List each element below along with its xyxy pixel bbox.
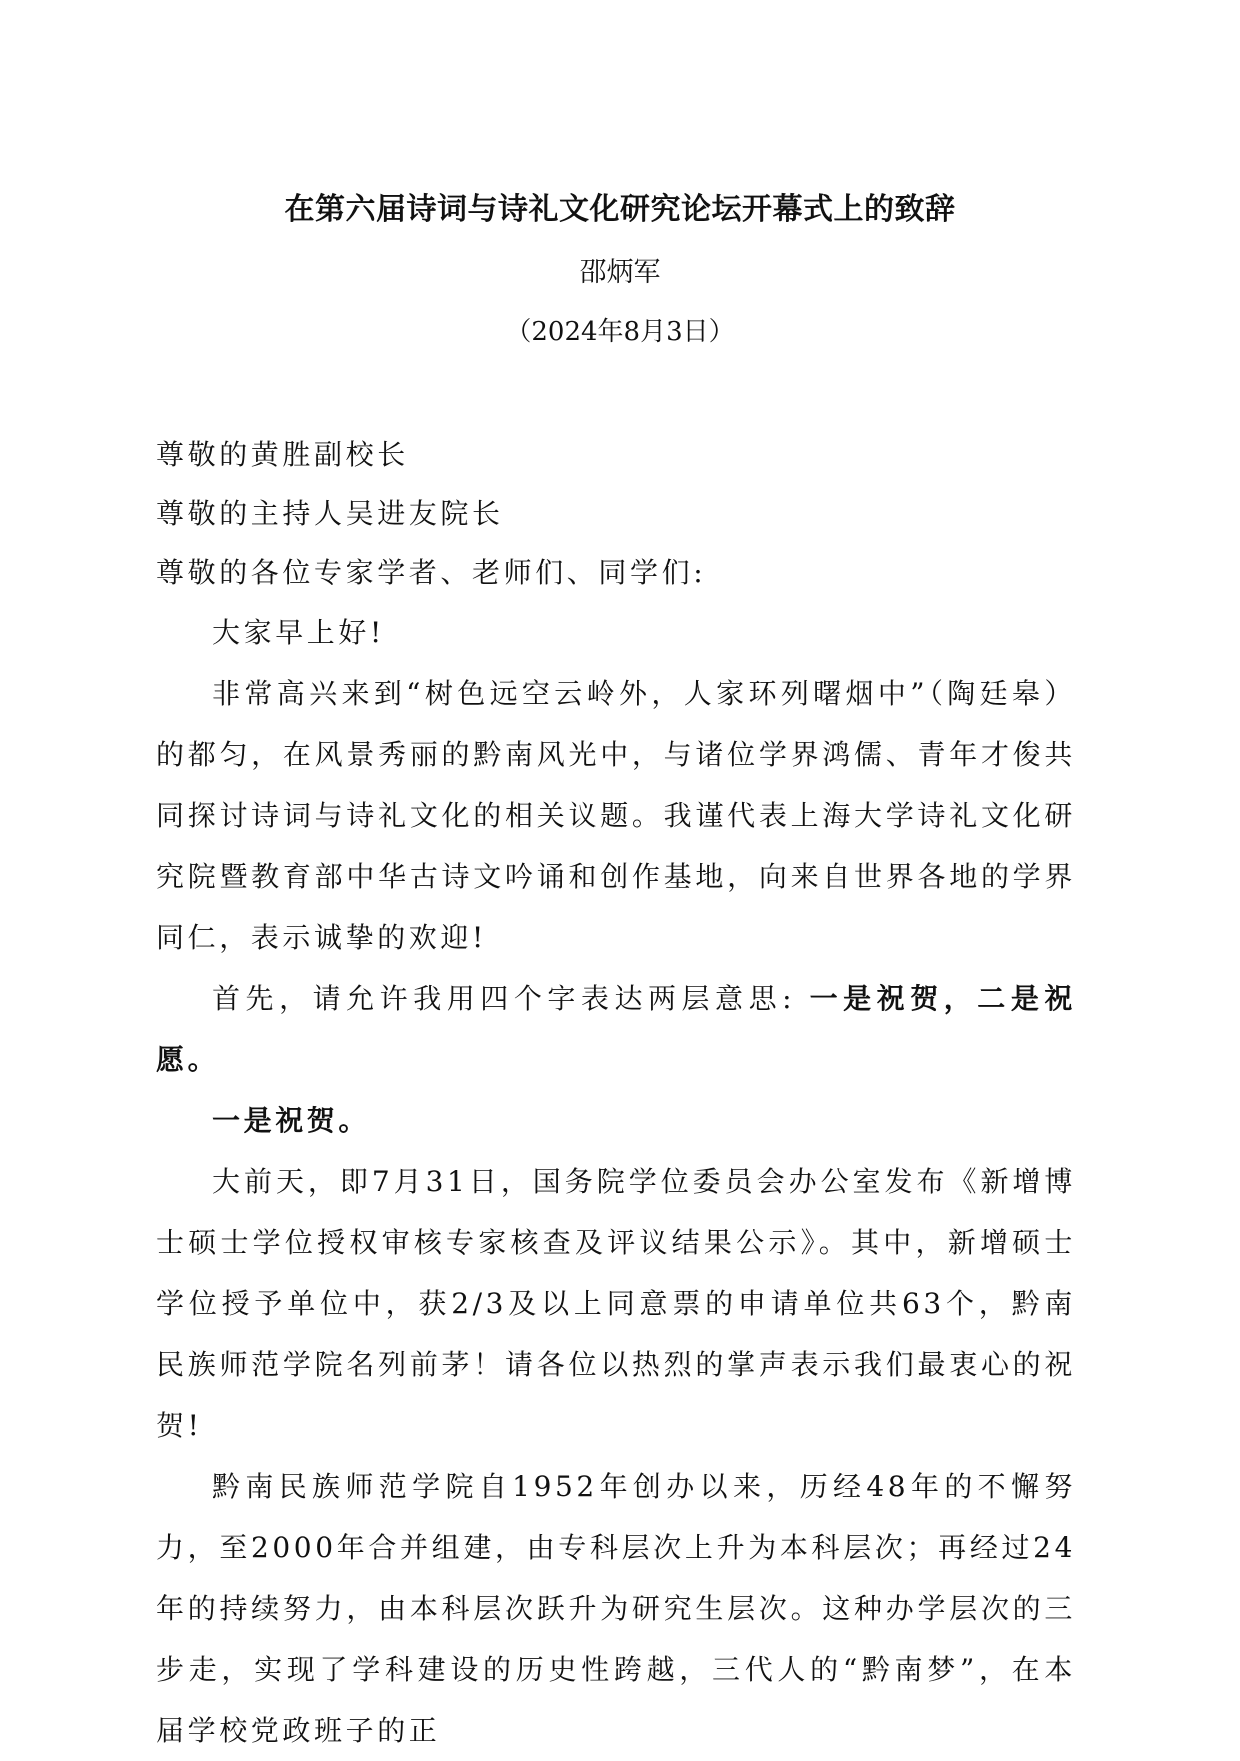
salutation-line: 尊敬的各位专家学者、老师们、同学们: [156, 556, 707, 589]
section-subheading: 一是祝贺。 [212, 1104, 371, 1137]
welcome-paragraph: 非常高兴来到“树色远空云岭外，人家环列曙烟中”（陶廷皋）的都匀，在风景秀丽的黔南风光中，与诸位学界鸿儒、青年才俊共同探讨诗词与诗礼文化的相关议题。我谨代表上海大学诗礼文化研究院暨教育部中华古诗文吟诵和创作基地，向来自世界各地的学界同仁，表示诚挚的欢迎! [156, 677, 1076, 954]
document-date: （2024年8月3日） [505, 317, 735, 347]
intro-text: 首先，请允许我用四个字表达两层意思: [212, 982, 796, 1015]
document-title: 在第六届诗词与诗礼文化研究论坛开幕式上的致辞 [284, 192, 956, 227]
history-paragraph: 黔南民族师范学院自1952年创办以来，历经48年的不懈努力，至2000年合并组建，由专科层次上升为本科层次；再经过24年的持续努力，由本科层次跃升为研究生层次。这种办学层次的三步走，实现了学科建设的历史性跨越，三代人的“黔南梦”，在本届学校党政班子的正 [156, 1470, 1076, 1747]
intro-emphasis: 一是祝贺，二是祝愿。 [156, 982, 1076, 1076]
document-author: 邵炳军 [579, 257, 661, 288]
intro-paragraph [156, 968, 1076, 1090]
document-body [156, 425, 1076, 1761]
salutation-line: 尊敬的黄胜副校长 [156, 438, 409, 471]
salutation-line: 尊敬的主持人吴进友院长 [156, 497, 504, 530]
greeting-paragraph: 大家早上好! [212, 616, 385, 649]
congrats-paragraph: 大前天，即7月31日，国务院学位委员会办公室发布《新增博士硕士学位授权审核专家核查及评议结果公示》。其中，新增硕士学位授予单位中，获2/3及以上同意票的申请单位共63个，黔南民族师范学院名列前茅！请各位以热烈的掌声表示我们最衷心的祝贺! [156, 1165, 1076, 1442]
